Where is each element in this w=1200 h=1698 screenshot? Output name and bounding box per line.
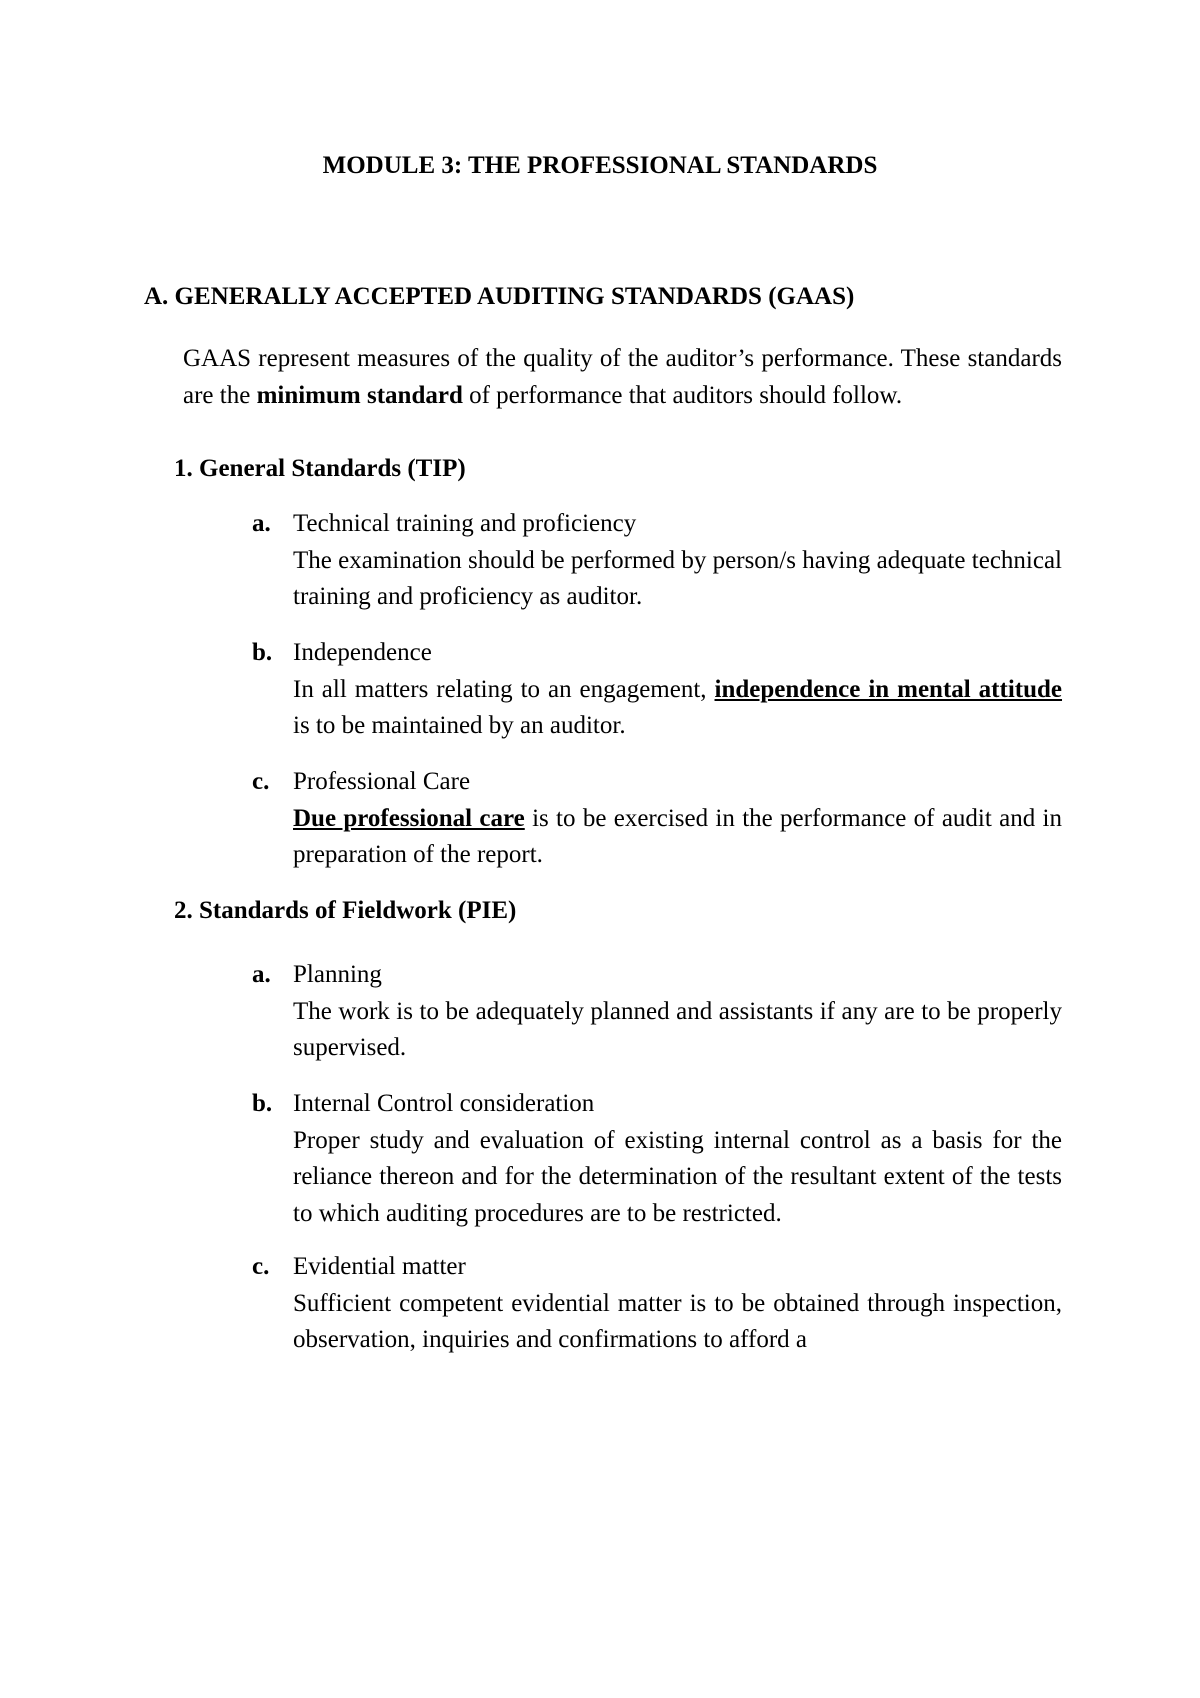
list-item-body [293,801,1062,874]
list-marker: c. [252,768,270,795]
section-a-heading: A. GENERALLY ACCEPTED AUDITING STANDARDS (GAAS) [144,283,855,310]
list-marker: c. [252,1253,270,1280]
list-marker: b. [252,639,273,666]
fieldwork-standards-heading: 2. Standards of Fieldwork (PIE) [174,897,517,924]
list-item-title: Planning [293,961,382,988]
list-item-title: Professional Care [293,768,471,795]
general-standards-heading: 1. General Standards (TIP) [174,455,466,482]
list-item-title: Internal Control consideration [293,1090,595,1117]
list-marker: b. [252,1090,273,1117]
body-text-end: is to be maintained by an auditor. [293,712,626,739]
list-item-body [293,672,1062,745]
list-item-body: Proper study and evaluation of existing internal control as a basis for the reliance thereon and for the determination of the resultant extent of the tests to which auditing procedures are to be restricted. [293,1126,1062,1227]
body-emphasis: independence in mental attitude [714,675,1063,703]
intro-emphasis: minimum standard [256,381,463,409]
body-text-end: is to be exercised in the performance of audit and in preparation of the report. [293,804,1062,868]
section-a-intro [183,341,1062,414]
intro-text-end: of performance that auditors should follow. [462,381,903,409]
list-item-body: The examination should be performed by person/s having adequate technical training and proficiency as auditor. [293,546,1062,610]
list-item-body: Sufficient competent evidential matter is to be obtained through inspection, observation, inquiries and confirmations to afford a [293,1289,1062,1353]
intro-text-start: GAAS represent measures of the quality of the auditor’s performance. These standards are the [183,345,1062,409]
list-item-body: The work is to be adequately planned and assistants if any are to be properly supervised. [293,997,1062,1061]
page-title: MODULE 3: THE PROFESSIONAL STANDARDS [322,152,878,179]
list-item-title: Technical training and proficiency [293,510,637,537]
body-text-start: In all matters relating to an engagement, [293,675,715,703]
list-item-title: Independence [293,639,432,666]
list-marker: a. [252,961,271,988]
list-item-title: Evidential matter [293,1253,466,1280]
list-marker: a. [252,510,271,537]
body-emphasis: Due professional care [293,804,525,832]
